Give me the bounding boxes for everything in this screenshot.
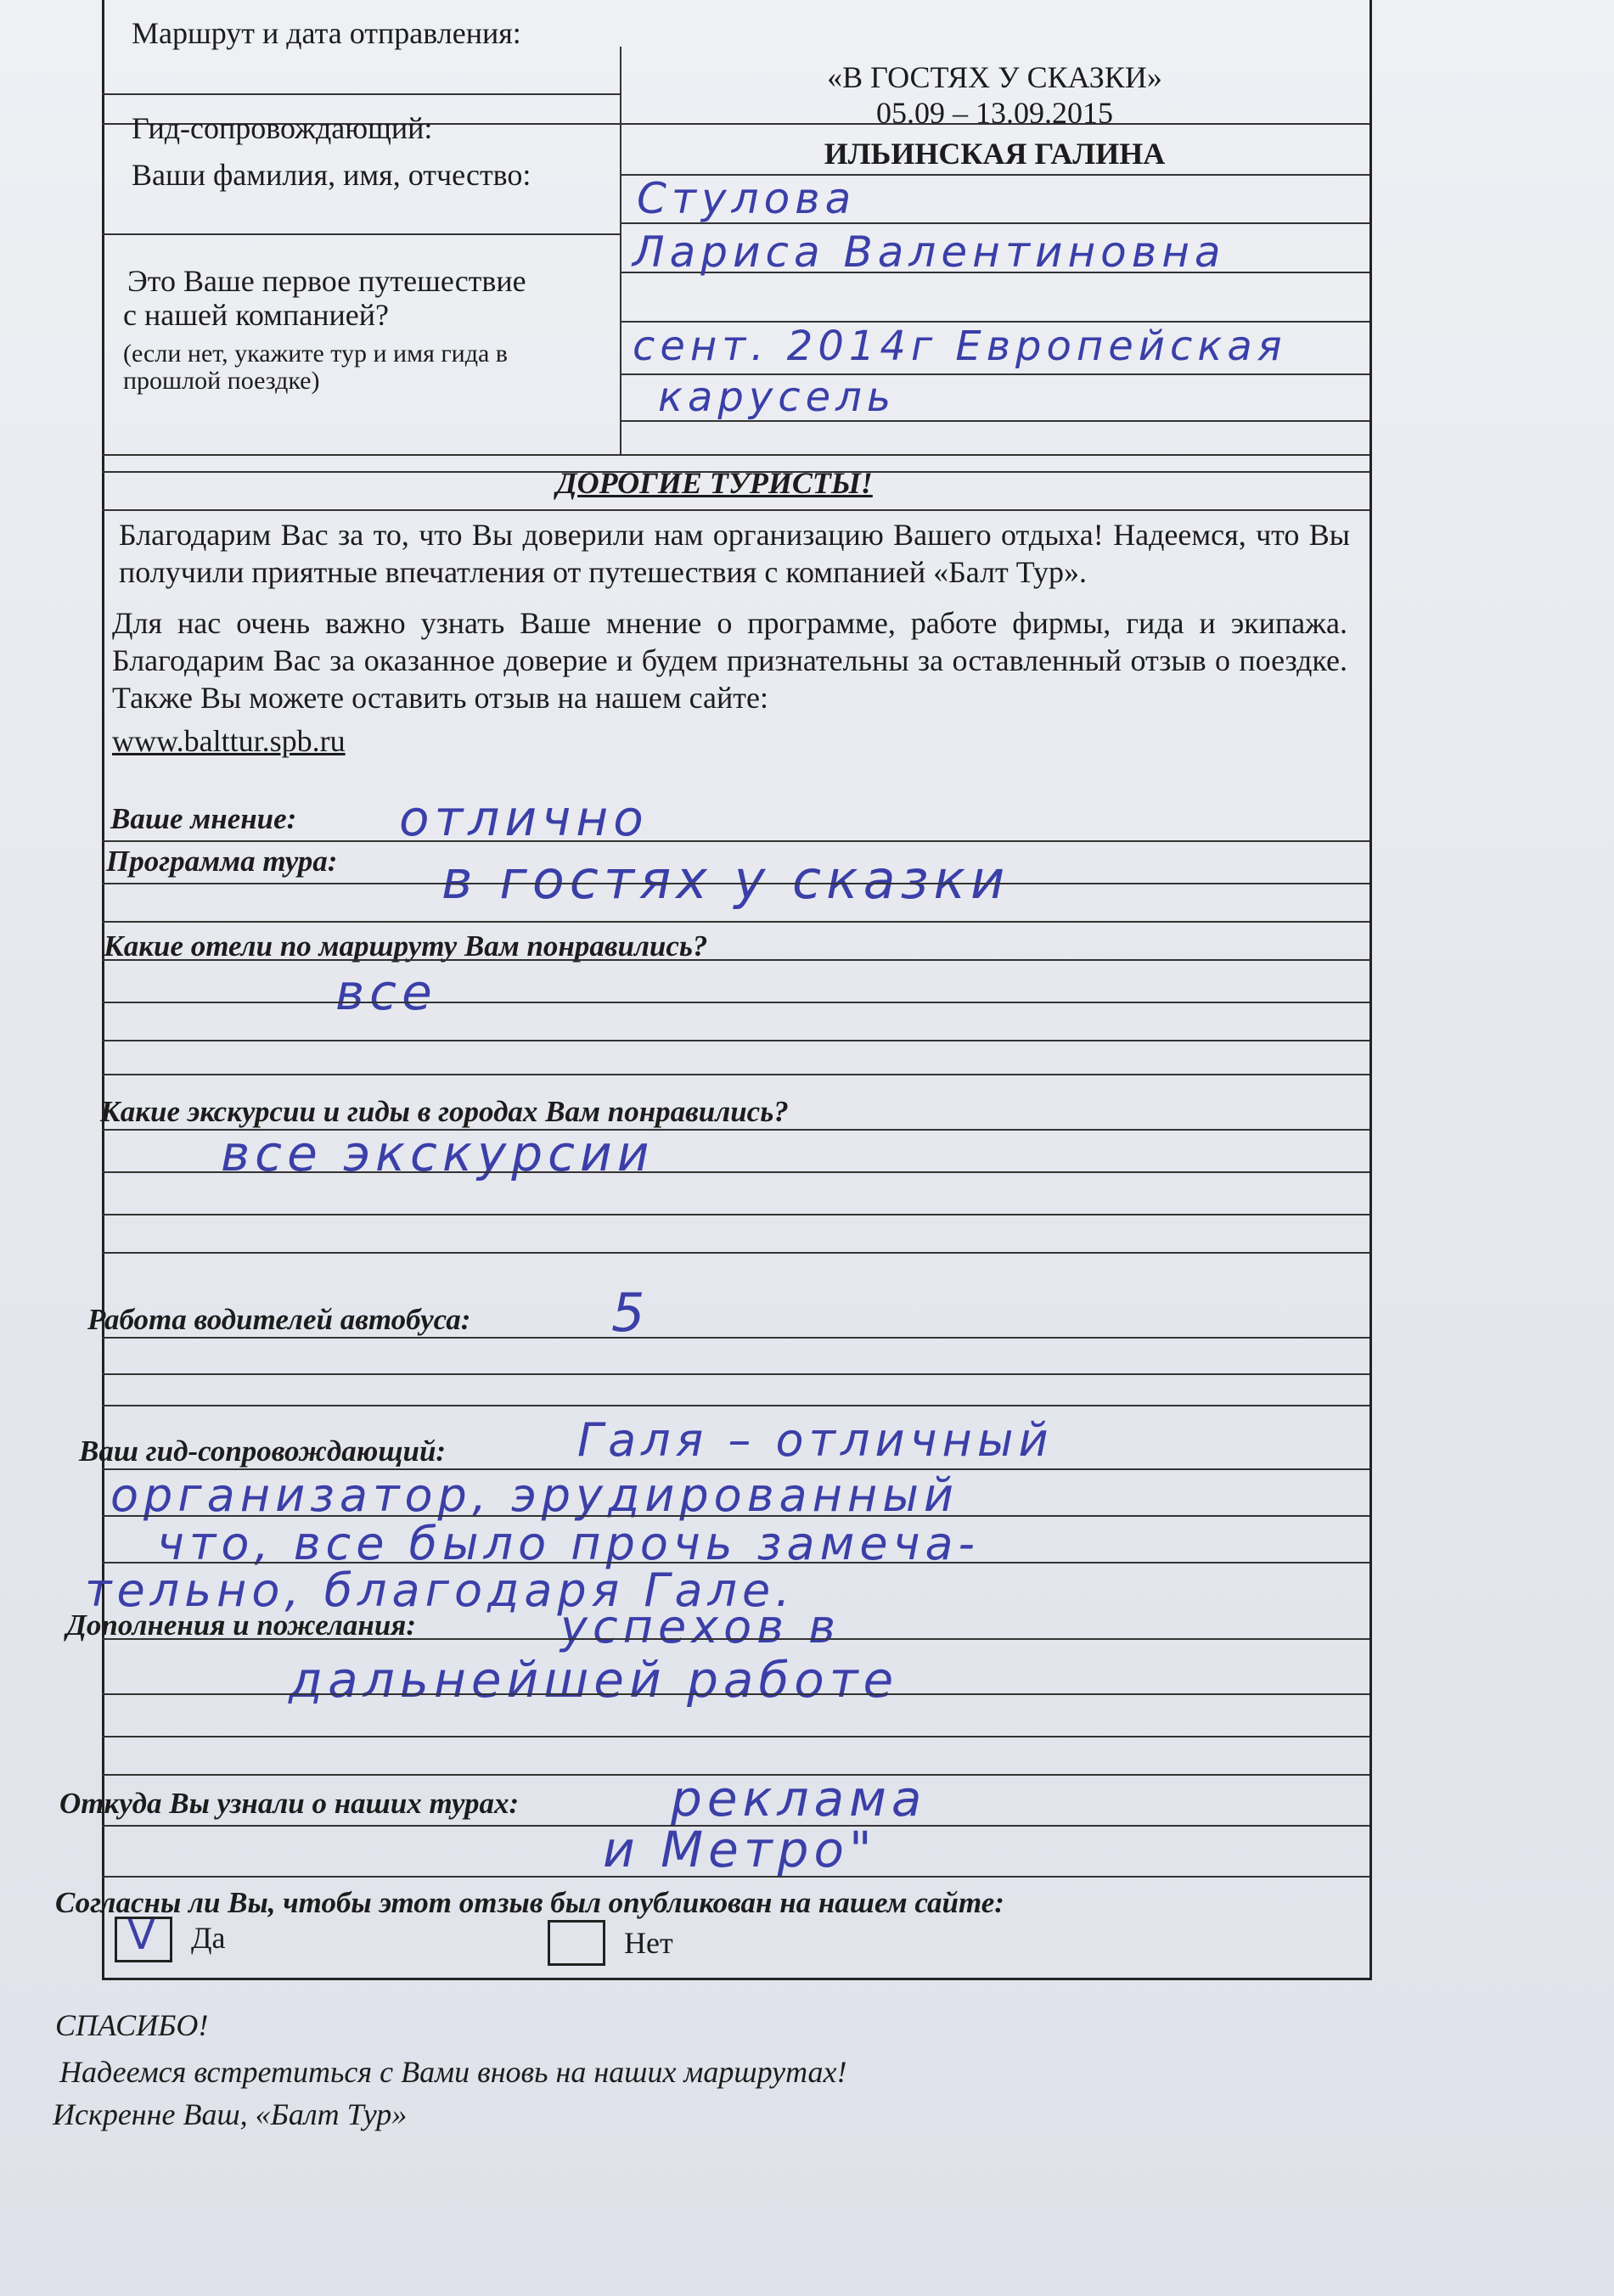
footer-hope: Надеемся встретиться с Вами вновь на наших маршрутах! bbox=[59, 2055, 847, 2089]
program-value: в гостях у сказки bbox=[441, 849, 1010, 911]
rule bbox=[102, 1040, 1369, 1041]
rule bbox=[102, 1002, 1369, 1003]
tour-dates: 05.09 – 13.09.2015 bbox=[876, 96, 1113, 130]
excursions-label: Какие экскурсии и гиды в городах Вам понравились? bbox=[100, 1095, 789, 1128]
first-trip-label-2: с нашей компанией? bbox=[123, 298, 389, 332]
first-trip-value-2: карусель bbox=[658, 373, 897, 421]
publish-question: Согласны ли Вы, чтобы этот отзыв был опубликован на нашем сайте: bbox=[55, 1886, 1004, 1919]
drivers-label: Работа водителей автобуса: bbox=[87, 1303, 471, 1336]
first-trip-label-1: Это Ваше первое путешествие bbox=[127, 264, 526, 298]
guide-feedback-label: Ваш гид-сопровождающий: bbox=[79, 1434, 447, 1468]
site-link[interactable]: www.balttur.spb.ru bbox=[112, 724, 346, 758]
route-label: Маршрут и дата отправления: bbox=[132, 16, 521, 50]
first-trip-hint-1: (если нет, укажите тур и имя гида в bbox=[123, 340, 508, 368]
guide-feedback-value-1: Галя – отличный bbox=[577, 1413, 1054, 1467]
intro-title: ДОРОГИЕ ТУРИСТЫ! bbox=[556, 466, 873, 500]
rule bbox=[102, 93, 620, 95]
rule bbox=[102, 454, 1369, 456]
program-label: Программа тура: bbox=[106, 845, 338, 878]
rule bbox=[102, 883, 1369, 884]
first-trip-value-1: сент. 2014г Европейская bbox=[633, 323, 1287, 370]
yes-label: Да bbox=[191, 1921, 226, 1955]
wishes-label: Дополнения и пожелания: bbox=[66, 1608, 416, 1642]
rule bbox=[102, 959, 1369, 961]
rule bbox=[102, 1171, 1369, 1173]
wishes-value-1: успехов в bbox=[560, 1600, 841, 1653]
hotels-label: Какие отели по маршруту Вам понравились? bbox=[104, 929, 708, 963]
source-value-2: и Метро" bbox=[603, 1821, 877, 1878]
rule bbox=[102, 1074, 1369, 1075]
drivers-value: 5 bbox=[611, 1282, 650, 1344]
rule bbox=[102, 509, 1369, 511]
rule bbox=[102, 1214, 1369, 1215]
rule bbox=[102, 233, 620, 235]
rule bbox=[102, 1736, 1369, 1737]
first-trip-hint-2: прошлой поездке) bbox=[123, 367, 320, 395]
guide-name: ИЛЬИНСКАЯ ГАЛИНА bbox=[824, 137, 1166, 171]
rule bbox=[102, 1337, 1369, 1339]
source-value-1: реклама bbox=[671, 1770, 927, 1827]
opinion-value: отлично bbox=[399, 789, 649, 847]
wishes-value-2: дальнейшей работе bbox=[289, 1651, 899, 1709]
name-value-surname: Стулова bbox=[637, 174, 857, 223]
guide-feedback-value-2: организатор, эрудированный bbox=[110, 1468, 959, 1522]
rule bbox=[102, 1373, 1369, 1375]
rule bbox=[102, 1876, 1369, 1878]
rule bbox=[102, 1693, 1369, 1695]
name-value-given: Лариса Валентиновна bbox=[633, 227, 1226, 277]
rule bbox=[102, 1638, 1369, 1640]
rule bbox=[102, 1252, 1369, 1254]
name-label: Ваши фамилия, имя, отчество: bbox=[132, 158, 531, 192]
guide-feedback-value-3: что, все было прочь замеча- bbox=[157, 1517, 981, 1570]
yes-check-mark: V bbox=[127, 1911, 155, 1959]
hotels-value: все bbox=[335, 963, 437, 1021]
guide-feedback-value-4: тельно, благодаря Гале. bbox=[85, 1563, 796, 1617]
footer-sign: Искренне Ваш, «Балт Тур» bbox=[53, 2097, 408, 2131]
rule bbox=[102, 921, 1369, 923]
rule bbox=[102, 1405, 1369, 1406]
excursions-value: все экскурсии bbox=[221, 1125, 655, 1182]
rule bbox=[102, 840, 1369, 842]
no-label: Нет bbox=[624, 1926, 673, 1960]
intro-para-1: Благодарим Вас за то, что Вы доверили нам организацию Вашего отдыха! Надеемся, что Вы получили приятные впечатления от путешествия с компанией «Балт Тур». bbox=[119, 518, 1350, 589]
tour-name: «В ГОСТЯХ У СКАЗКИ» bbox=[827, 60, 1162, 94]
source-label: Откуда Вы узнали о наших турах: bbox=[59, 1787, 520, 1820]
opinion-label: Ваше мнение: bbox=[110, 802, 297, 835]
no-checkbox[interactable] bbox=[548, 1920, 605, 1966]
guide-label: Гид-сопровождающий: bbox=[132, 111, 433, 145]
intro-para-2: Для нас очень важно узнать Ваше мнение о программе, работе фирмы, гида и экипажа. Благодарим Вас за оказанное доверие и будем признательны за оставленный отзыв о поездке. Также Вы можете оставить отзыв на нашем сайте: bbox=[112, 606, 1347, 715]
footer-thanks: СПАСИБО! bbox=[55, 2008, 209, 2042]
